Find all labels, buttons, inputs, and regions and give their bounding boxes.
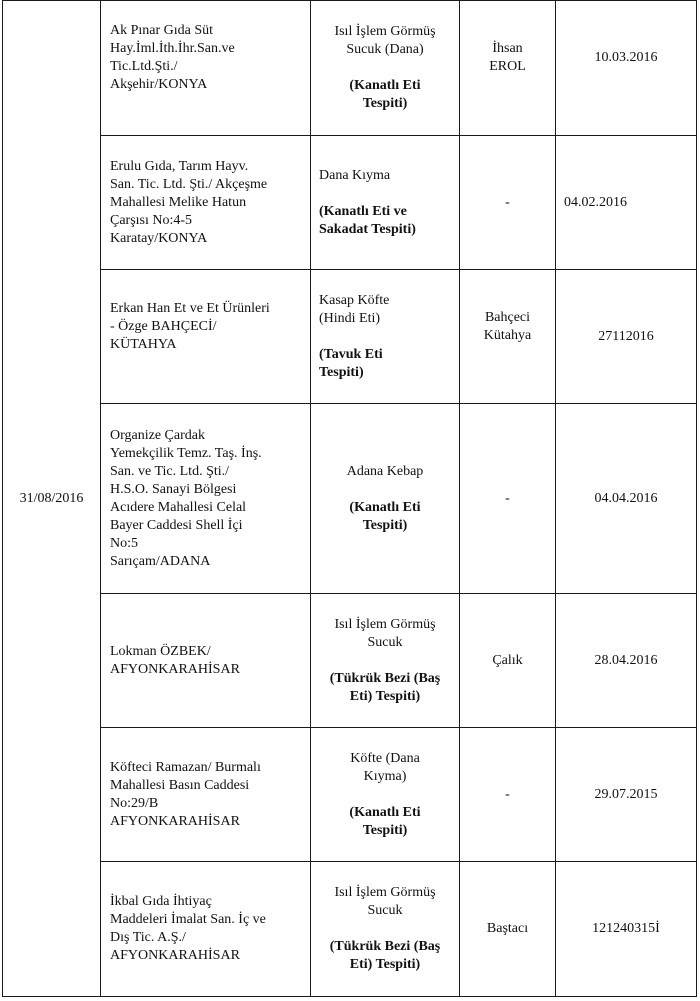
table-row: [3, 270, 697, 404]
person-line: Çalık: [492, 652, 523, 668]
test-line: (Kanatlı Eti: [349, 804, 421, 820]
result-date: 27112016: [598, 328, 654, 344]
table-row: [3, 1, 697, 136]
company-line: Çarşısı No:4-5: [110, 212, 193, 228]
test-line: Tespiti): [362, 822, 408, 838]
product-line: Sucuk: [367, 634, 403, 650]
table-row: [3, 594, 697, 728]
company-line: Dış Tic. A.Ş./: [110, 930, 186, 945]
product-cell: [311, 270, 460, 404]
company-cell: [101, 270, 311, 404]
company-line: Köfteci Ramazan/ Burmalı: [110, 759, 261, 775]
result-date: 10.03.2016: [594, 50, 658, 65]
person-cell: [460, 862, 556, 997]
result-date: 04.04.2016: [594, 490, 658, 506]
person-cell: [460, 594, 556, 728]
product-line: Isıl İşlem Görmüş: [334, 24, 436, 39]
company-line: H.S.O. Sanayi Bölgesi: [110, 481, 237, 497]
company-line: - Özge BAHÇECİ/: [110, 318, 217, 334]
product-line: Sucuk (Dana): [346, 42, 424, 57]
company-line: Mahallesi Basın Caddesi: [110, 777, 250, 793]
company-line: No:5: [110, 535, 138, 551]
person-cell: [460, 728, 556, 862]
person-line: -: [505, 194, 510, 210]
product-cell: [311, 1, 460, 136]
person-line: Kütahya: [483, 327, 532, 343]
company-line: AFYONKARAHİSAR: [110, 948, 240, 963]
test-line: Eti) Tespiti): [349, 957, 421, 972]
product-line: Kasap Köfte: [319, 292, 390, 308]
product-cell: [311, 862, 460, 997]
company-line: AFYONKARAHİSAR: [110, 813, 240, 829]
product-line: Dana Kıyma: [319, 167, 391, 183]
company-line: Maddeleri İmalat San. İç ve: [110, 912, 266, 927]
product-cell: [311, 594, 460, 728]
company-line: Mahallesi Melike Hatun: [110, 194, 247, 210]
product-line: Kıyma): [363, 768, 407, 784]
result-date-cell: [556, 404, 697, 594]
test-line: Sakadat Tespiti): [319, 221, 416, 237]
person-cell: [460, 136, 556, 270]
company-cell: [101, 728, 311, 862]
result-date: 28.04.2016: [594, 652, 658, 668]
company-line: Lokman ÖZBEK/: [110, 643, 211, 659]
person-cell: [460, 404, 556, 594]
test-line: (Kanatlı Eti: [349, 499, 421, 515]
test-line: Tespiti): [362, 96, 408, 111]
product-cell: [311, 728, 460, 862]
person-cell: [460, 1, 556, 136]
company-cell: [101, 862, 311, 997]
company-line: Erkan Han Et ve Et Ürünleri: [110, 300, 270, 316]
test-line: (Tavuk Eti: [319, 346, 383, 362]
company-cell: [101, 136, 311, 270]
company-line: Karatay/KONYA: [110, 230, 208, 246]
company-line: Akşehir/KONYA: [110, 77, 208, 92]
test-line: (Kanatlı Eti: [349, 78, 421, 93]
product-line: Köfte (Dana: [350, 750, 420, 766]
result-date-cell: [556, 594, 697, 728]
person-line: Bahçeci: [484, 309, 531, 325]
person-line: -: [505, 786, 510, 802]
company-line: Yemekçilik Temz. Taş. İnş.: [110, 445, 262, 461]
table-row: [3, 728, 697, 862]
result-date: 04.02.2016: [564, 194, 627, 210]
merged-date: 31/08/2016: [19, 490, 84, 506]
table-row: [3, 136, 697, 270]
company-line: Hay.İml.İth.İhr.San.ve: [110, 41, 235, 56]
company-line: No:29/B: [110, 795, 159, 811]
result-date-cell: [556, 136, 697, 270]
product-line: Adana Kebap: [346, 463, 424, 479]
result-date-cell: [556, 1, 697, 136]
product-line: Sucuk: [367, 903, 403, 918]
company-line: Sarıçam/ADANA: [110, 553, 211, 569]
company-line: İkbal Gıda İhtiyaç: [110, 894, 212, 909]
company-line: Tic.Ltd.Şti./: [110, 59, 178, 74]
company-line: Erulu Gıda, Tarım Hayv.: [110, 158, 249, 174]
company-line: Acıdere Mahallesi Celal: [110, 499, 247, 515]
person-cell: [460, 270, 556, 404]
company-line: KÜTAHYA: [110, 336, 177, 352]
table-row: [3, 404, 697, 594]
person-line: EROL: [489, 59, 526, 74]
test-line: Eti) Tespiti): [349, 688, 421, 704]
table-row: [3, 862, 697, 997]
test-line: (Tükrük Bezi (Baş: [329, 939, 441, 954]
company-line: Ak Pınar Gıda Süt: [110, 23, 214, 38]
company-line: AFYONKARAHİSAR: [110, 661, 240, 677]
company-line: Bayer Caddesi Shell İçi: [110, 517, 243, 533]
test-line: Tespiti): [362, 517, 408, 533]
product-line: Isıl İşlem Görmüş: [334, 616, 436, 632]
result-date-cell: [556, 270, 697, 404]
company-cell: [101, 404, 311, 594]
person-line: İhsan: [492, 41, 523, 56]
result-date-cell: [556, 862, 697, 997]
company-line: San. Tic. Ltd. Şti./ Akçeşme: [110, 176, 268, 192]
merged-date-cell: [3, 1, 101, 997]
result-date: 29.07.2015: [594, 786, 658, 802]
company-line: San. ve Tic. Ltd. Şti./: [110, 463, 230, 479]
result-date: 121240315İ: [592, 921, 660, 936]
product-cell: [311, 136, 460, 270]
test-line: Tespiti): [319, 364, 364, 380]
product-line: Isıl İşlem Görmüş: [334, 885, 436, 900]
person-line: Baştacı: [486, 921, 529, 936]
company-cell: [101, 594, 311, 728]
product-line: (Hindi Eti): [319, 310, 381, 326]
test-line: (Tükrük Bezi (Baş: [329, 670, 441, 686]
person-line: -: [505, 490, 510, 506]
test-line: (Kanatlı Eti ve: [319, 203, 407, 219]
company-line: Organize Çardak: [110, 427, 205, 443]
inspection-table: [2, 0, 697, 997]
company-cell: [101, 1, 311, 136]
product-cell: [311, 404, 460, 594]
result-date-cell: [556, 728, 697, 862]
